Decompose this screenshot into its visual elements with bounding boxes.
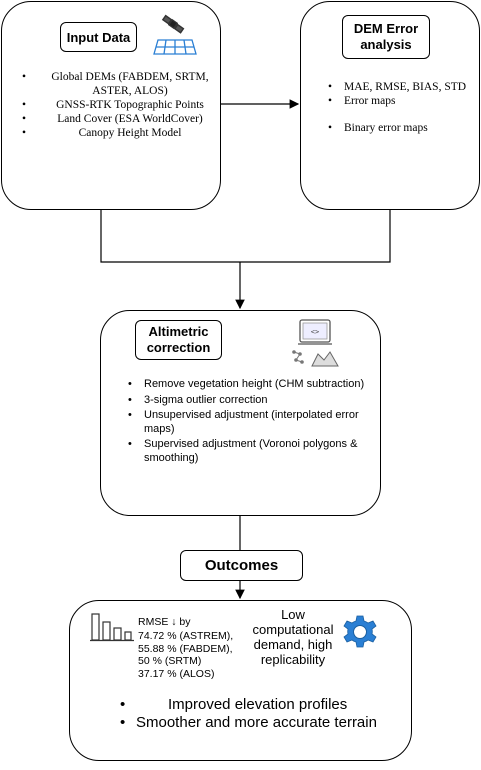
rmse-values — [138, 630, 233, 680]
outcomes-title: Outcomes — [180, 550, 303, 581]
rmse-value: 55.88 % (FABDEM), — [138, 642, 233, 655]
list-item: • Binary error maps — [328, 121, 478, 135]
input-data-list — [22, 70, 222, 140]
merge-line — [101, 210, 390, 262]
computer-terrain-icon — [288, 318, 340, 370]
altimetric-title: Altimetric correction — [135, 320, 222, 360]
list-item: • Land Cover (ESA WorldCover) — [22, 112, 222, 126]
dem-error-title: DEM Error analysis — [342, 15, 430, 59]
demand-text: Low computational demand, high replicability — [252, 607, 334, 667]
list-item: • GNSS-RTK Topographic Points — [22, 98, 222, 112]
rmse-label: RMSE ↓ by — [138, 616, 191, 628]
altimetric-list — [128, 378, 380, 465]
gear-icon — [342, 614, 378, 650]
list-item: ASTER, ALOS) — [92, 85, 168, 97]
rmse-value: 74.72 % (ASTREM), — [138, 630, 234, 642]
rmse-value: 37.17 % (ALOS) — [138, 667, 215, 680]
outcomes-bullets — [120, 696, 410, 732]
list-item: • Remove vegetation height (CHM subtraction) — [128, 378, 380, 392]
satellite-icon — [152, 14, 198, 56]
list-item: • Smoother and more accurate terrain — [120, 714, 410, 732]
list-item: • 3-sigma outlier correction — [128, 394, 380, 408]
svg-text:<>: <> — [310, 328, 320, 336]
list-item: • MAE, RMSE, BIAS, STD — [328, 80, 478, 94]
dem-error-list — [328, 80, 478, 135]
list-item: • Improved elevation profiles — [120, 696, 410, 714]
bar-chart-icon — [90, 612, 134, 642]
list-item: • Supervised adjustment (Voronoi polygons & smoothing) — [128, 438, 380, 465]
list-item: • Global DEMs (FABDEM, SRTM, — [22, 70, 222, 84]
list-item: • Canopy Height Model — [22, 126, 222, 140]
input-data-title: Input Data — [60, 22, 137, 52]
list-item: • Error maps — [328, 94, 478, 108]
list-item: • Unsupervised adjustment (interpolated error maps) — [128, 409, 380, 436]
rmse-value: 50 % (SRTM) — [138, 655, 202, 667]
